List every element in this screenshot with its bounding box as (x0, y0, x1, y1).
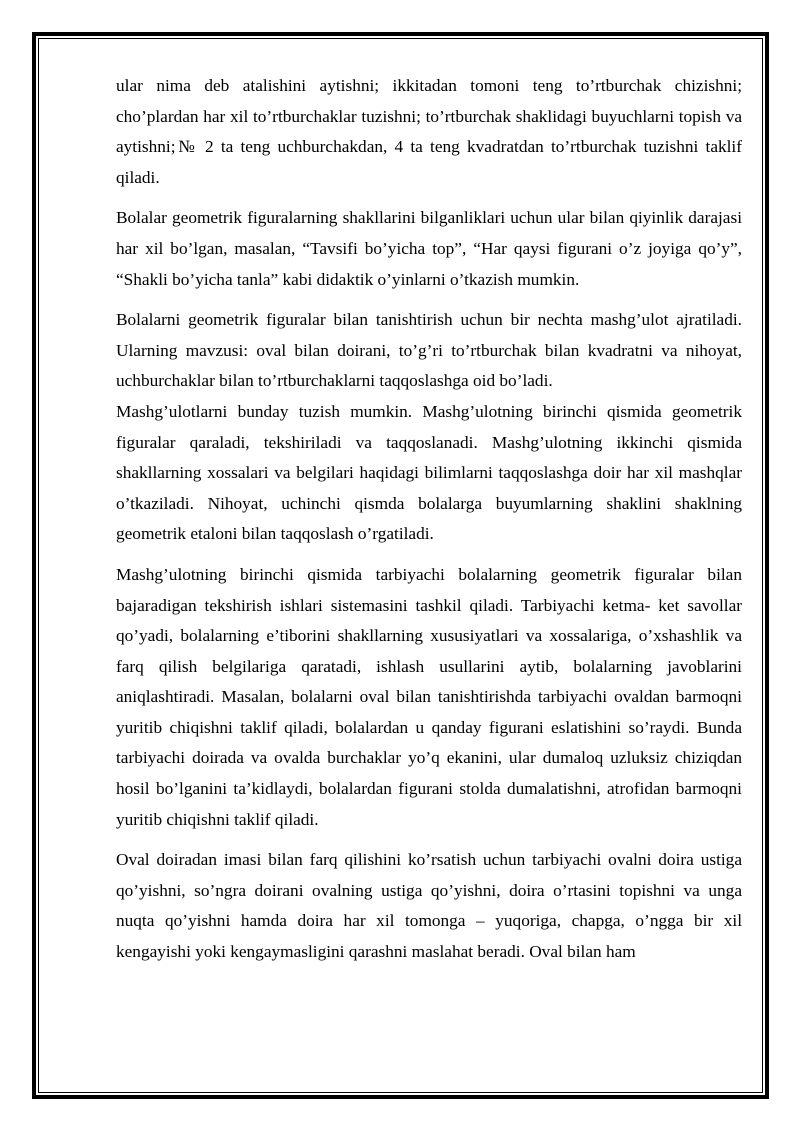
paragraph-1: ular nima deb atalishini aytishni; ikkitadan tomoni teng to’rtburchak chizishni; cho’plardan har xil to’rtburchaklar tuzishni; to’rtburchak shaklidagi buyuchlarni topish va aytishni;№ 2 ta teng uchburchakdan, 4 ta teng kvadratdan to’rtburchak tuzishni taklif qiladi. (116, 76, 742, 187)
paragraph-5: Mashg’ulotning birinchi qismida tarbiyachi bolalarning geometrik figuralar bilan bajaradigan tekshirish ishlari sistemasini tashkil qiladi. Tarbiyachi ketma- ket savollar qo’yadi, bolalarning e’tiborini shakllarning xususiyatlari va xossalariga, o’xshashlik va farq qilish belgilariga qaratadi, ishlash usullarini aytib, bolalarning javoblarini aniqlashtiradi. Masalan, bolalarni oval bilan tanishtirishda tarbiyachi ovaldan barmoqni yuritib chiqishni taklif qiladi, bolalardan u qanday figurani eslatishini so’raydi. Bunda tarbiyachi doirada va ovalda burchaklar yo’q ekanini, ular dumaloq uzluksiz chiziqdan hosil bo’lganini ta’kidlaydi, bolalardan figurani stolda dumalatishni, atrofidan barmoqni yuritib chiqishni taklif qiladi. (116, 564, 742, 829)
document-body (116, 71, 742, 968)
paragraph-2: Bolalar geometrik figuralarning shakllarini bilganliklari uchun ular bilan qiyinlik darajasi har xil bo’lgan, masalan, “Tavsifi bo’yicha top”, “Har qaysi figurani o’z joyiga qo’y”, “Shakli bo’yicha tanla” kabi didaktik o’yinlarni o’tkazish mumkin. (116, 208, 742, 289)
paragraph-3: Bolalarni geometrik figuralar bilan tanishtirish uchun bir nechta mashg’ulot ajratiladi. Ularning mavzusi: oval bilan doirani, to’g’ri to’rtburchak bilan kvadratni va nihoyat, uchburchaklar bilan to’rtburchaklarni taqqoslashga oid bo’ladi. (116, 310, 742, 391)
paragraph-6: Oval doiradan imasi bilan farq qilishini ko’rsatish uchun tarbiyachi ovalni doira ustiga qo’yishni, so’ngra doirani ovalning ustiga qo’yishni, doira o’rtasini topishni va unga nuqta qo’yishni hamda doira har xil tomonga – yuqoriga, chapga, o’ngga bir xil kengayishi yoki kengaymasligini qarashni maslahat beradi. Oval bilan ham (116, 850, 742, 962)
paragraph-4: Mashg’ulotlarni bunday tuzish mumkin. Mashg’ulotning birinchi qismida geometrik figuralar qaraladi, tekshiriladi va taqqoslanadi. Mashg’ulotning ikkinchi qismida shakllarning xossalari va belgilari haqidagi bilimlarni taqqoslashga doir har xil mashqlar o’tkaziladi. Nihoyat, uchinchi qismda bolalarga buyumlarning shaklini shaklning geometrik etaloni bilan taqqoslash o’rgatiladi. (116, 401, 742, 544)
